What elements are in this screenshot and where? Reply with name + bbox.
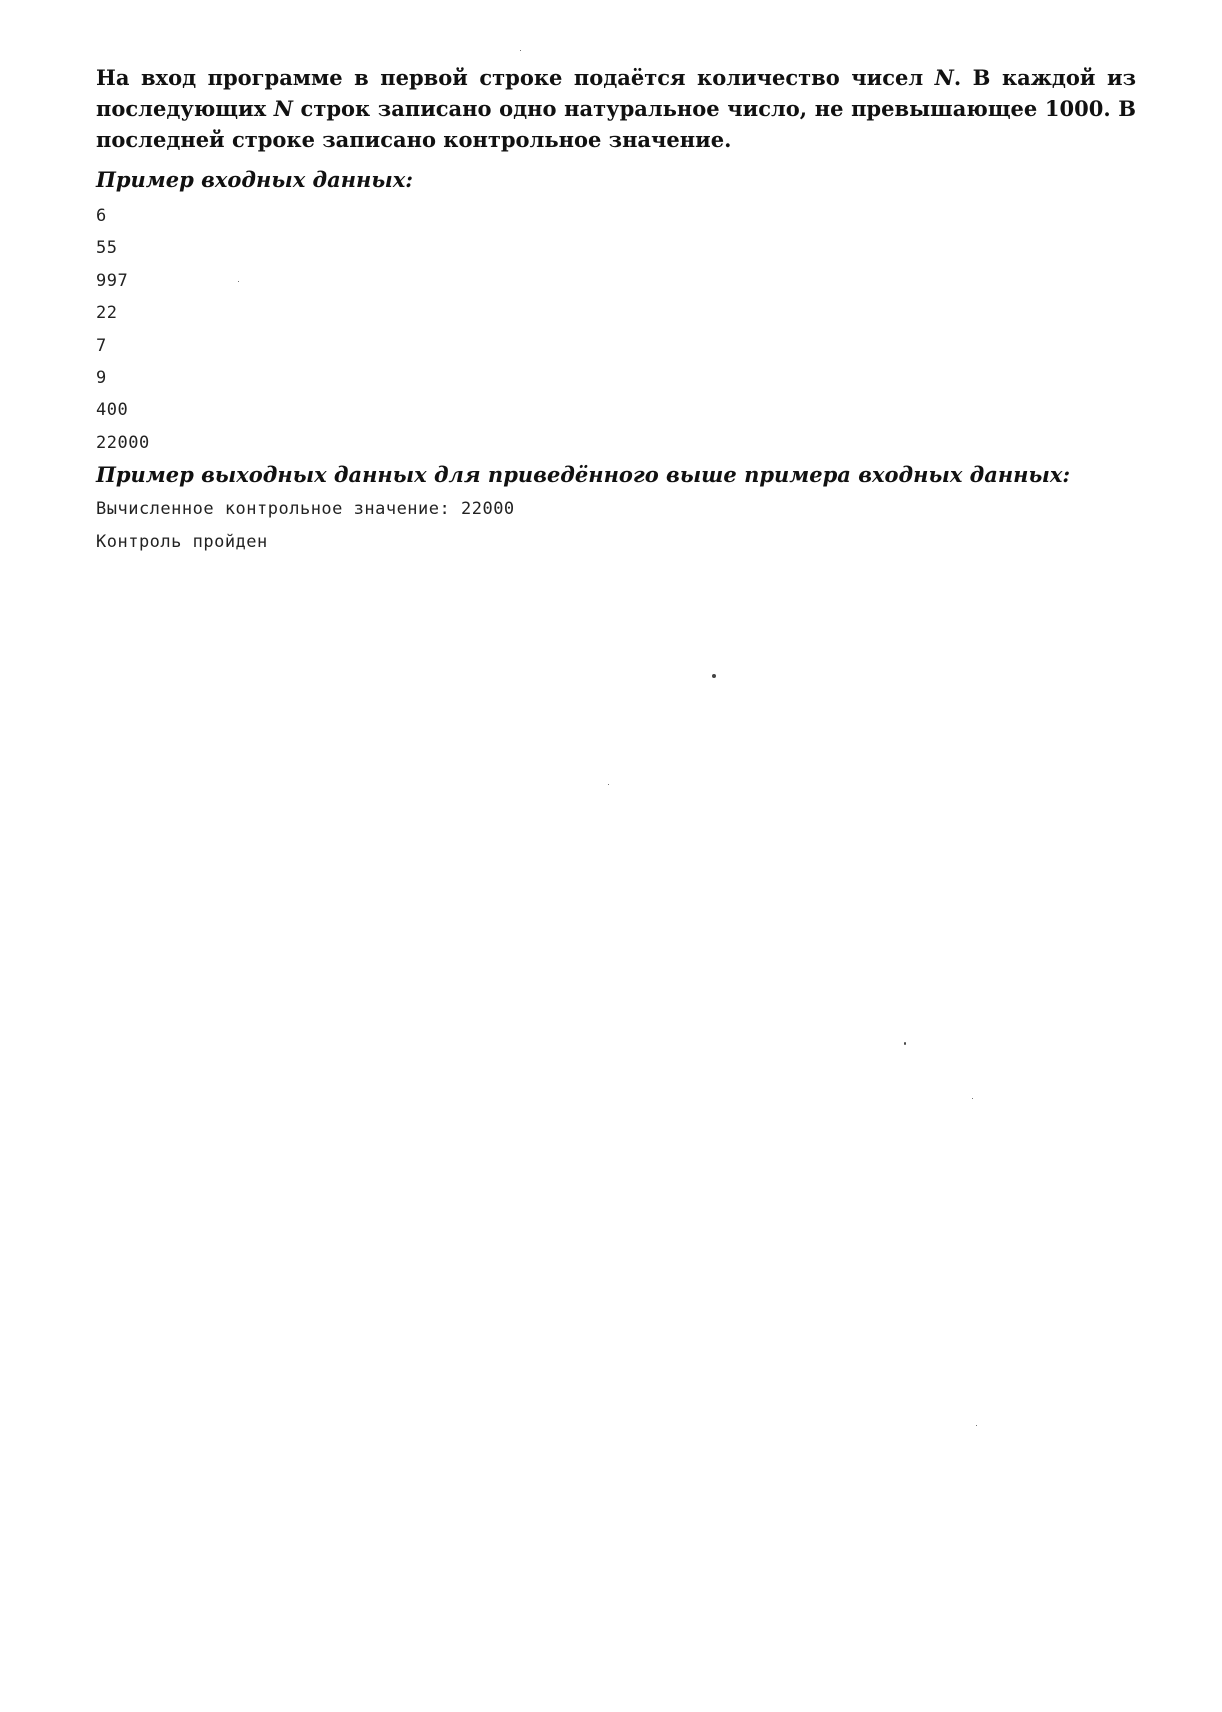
output-example-heading: Пример выходных данных для приведённого выше примера входных данных: (96, 462, 1071, 488)
scan-speck (238, 281, 239, 282)
document-page (96, 62, 1136, 558)
scan-speck (904, 1042, 906, 1045)
input-line: 9 (96, 367, 107, 388)
problem-statement (96, 62, 1136, 155)
scan-speck (520, 50, 521, 51)
input-example-heading: Пример входных данных: (96, 167, 414, 192)
input-line: 22 (96, 303, 118, 324)
output-line: Контроль пройден (96, 531, 268, 552)
input-line: 400 (96, 400, 129, 421)
scan-speck (712, 674, 716, 678)
scan-speck (972, 1098, 973, 1099)
input-line: 7 (96, 335, 107, 356)
variable-n: N (273, 96, 293, 121)
problem-text-part2: . В каждой из последующих (96, 65, 1136, 121)
input-line: 22000 (96, 432, 150, 453)
input-line: 6 (96, 206, 107, 226)
problem-text-part1: На вход программе в первой строке подаётся количество чисел (96, 65, 935, 90)
variable-n: N (934, 65, 954, 90)
input-line: 55 (96, 238, 118, 259)
scan-speck (976, 1425, 977, 1426)
output-line: Вычисленное контрольное значение: 22000 (96, 499, 515, 520)
input-example-lines (96, 200, 1136, 459)
output-example-lines (96, 493, 1136, 558)
problem-text-part3: строк записано одно натуральное число, не превышающее 1000. В последней строке записано контрольное значение. (96, 96, 1136, 152)
scan-speck (608, 784, 609, 785)
input-line: 997 (96, 270, 129, 291)
